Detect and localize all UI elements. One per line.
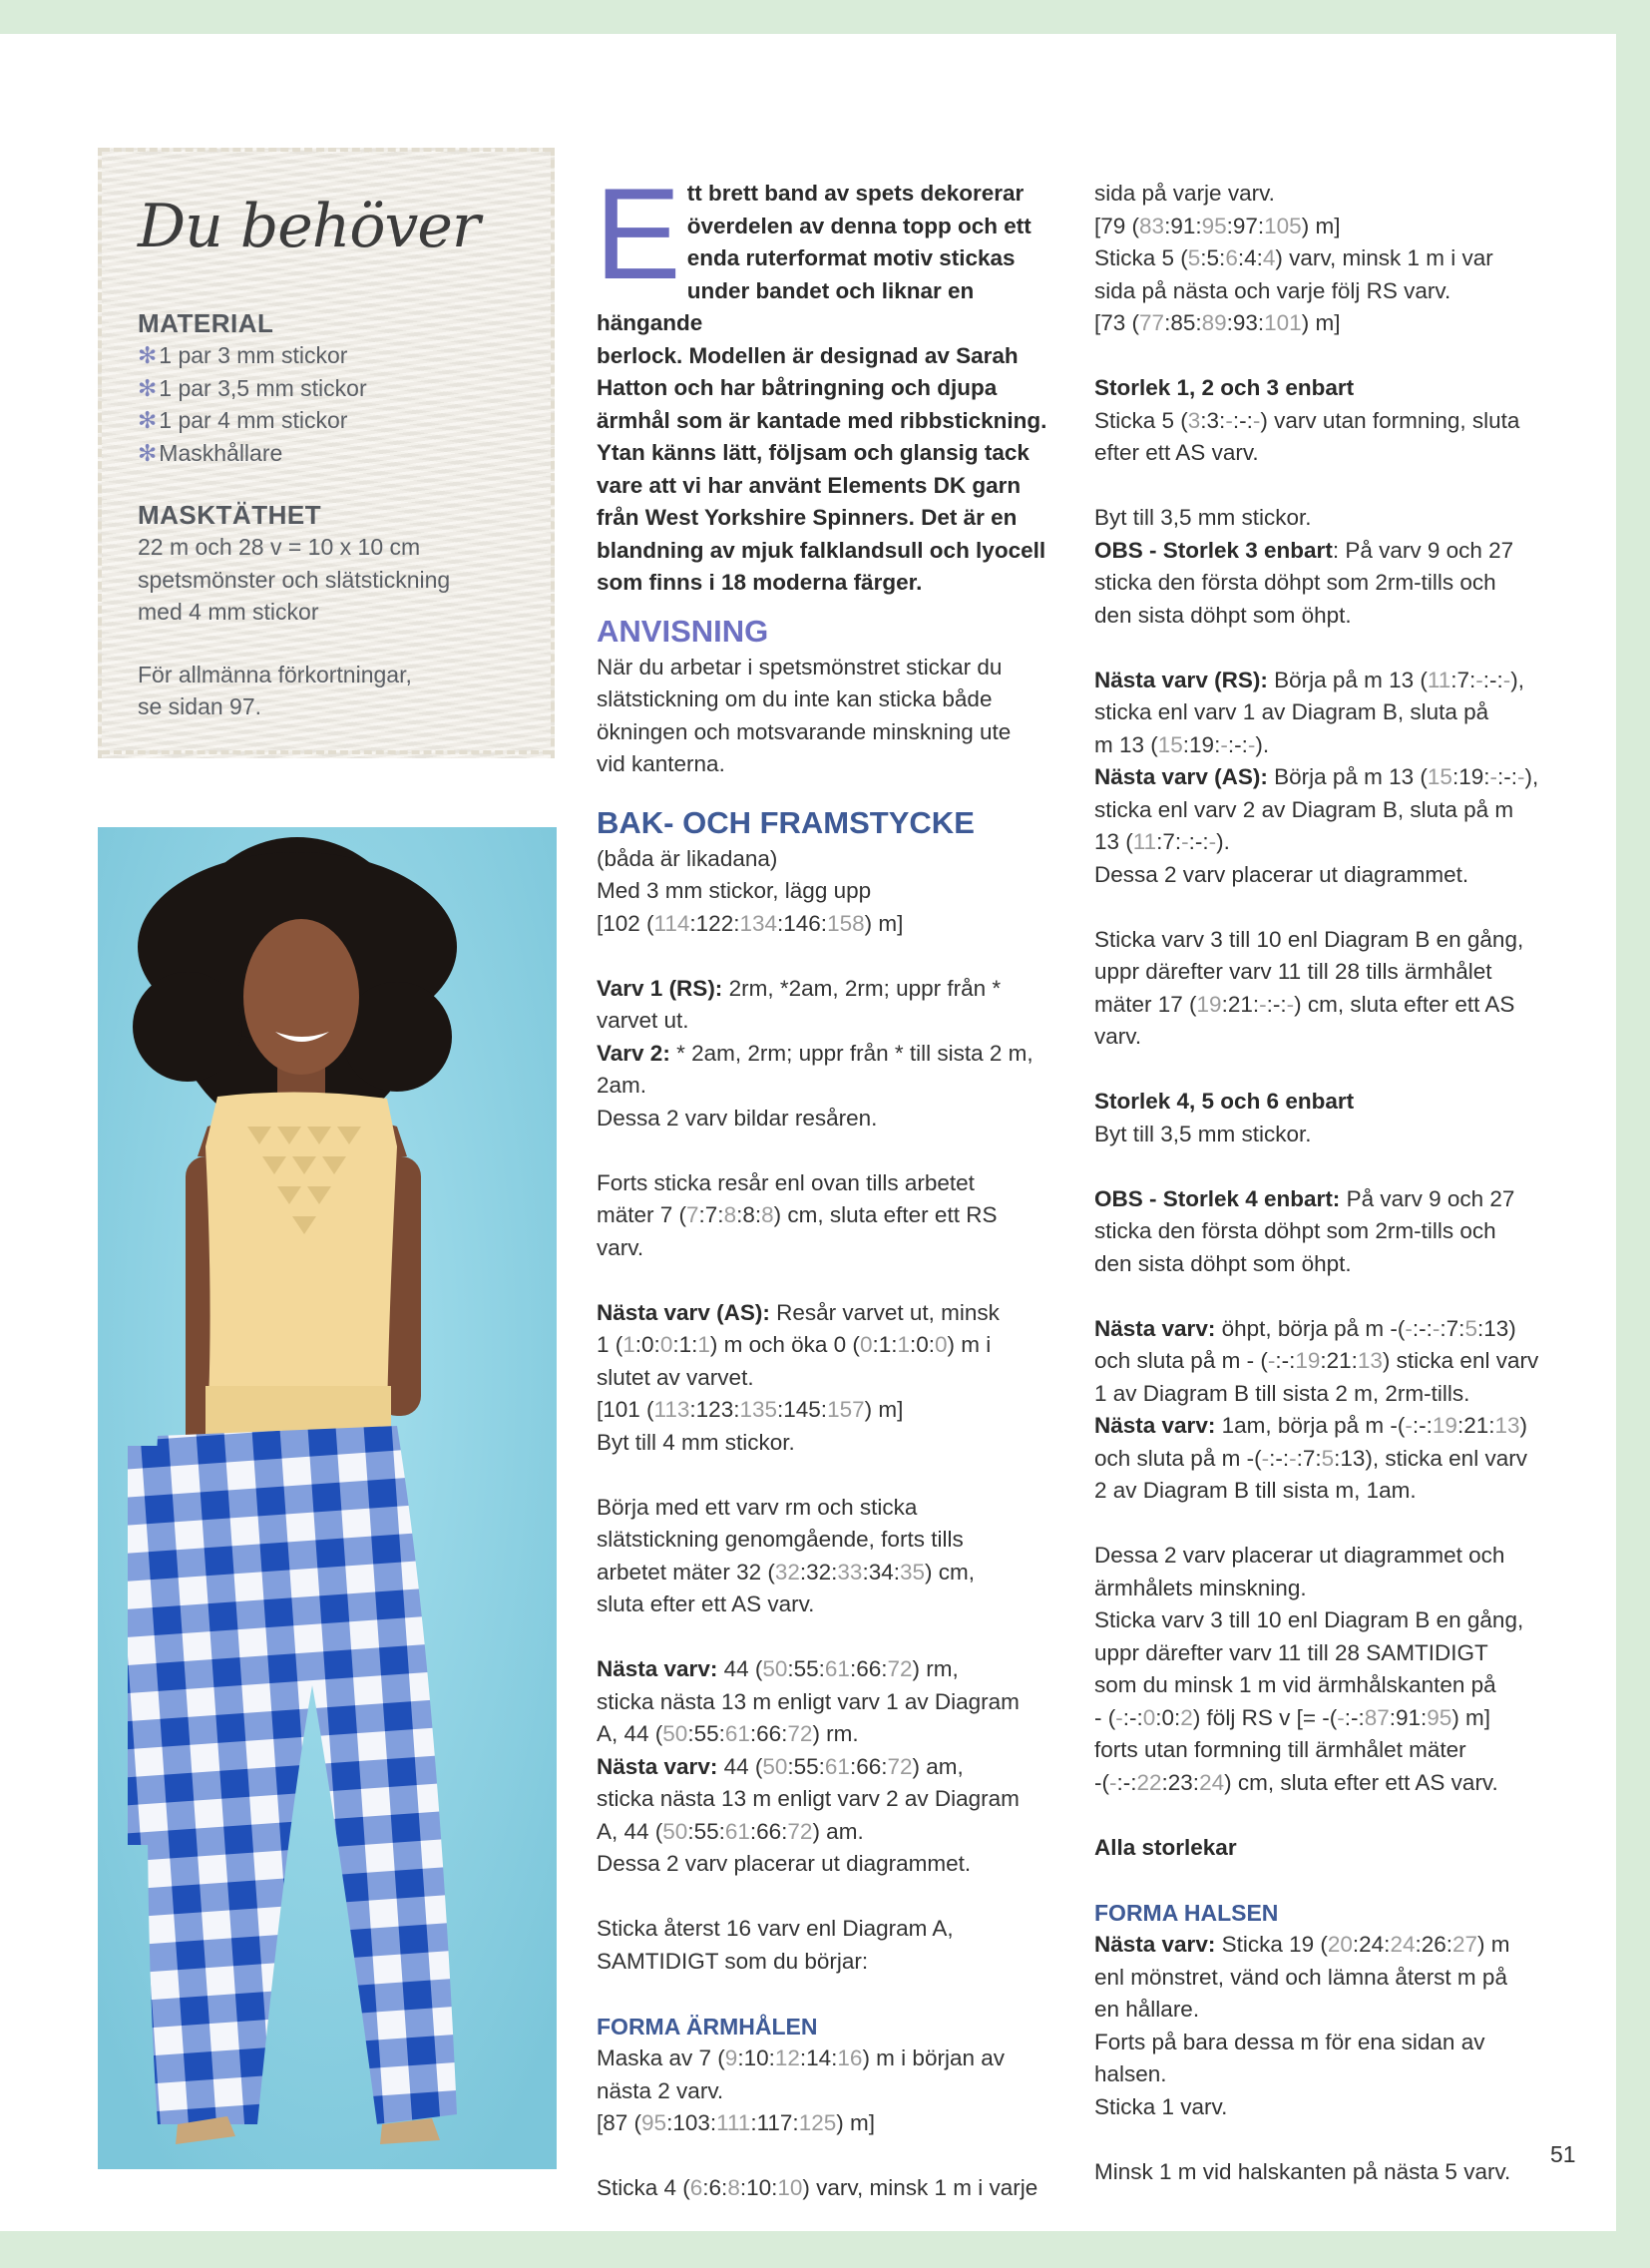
placerar-line: Dessa 2 varv placerar ut diagrammet. [597,1851,972,1876]
instructions-column-1 [595,161,1075,2205]
abbrev-line: För allmänna förkortningar, [138,661,412,687]
varv-word: varv. [1094,1024,1142,1049]
forts-line: Forts sticka resår enl ovan tills arbetet [597,1169,975,1195]
borja-line: slätstickning genomgående, forts tills [597,1527,964,1552]
count-101: [101 (113:123:135:145:157) m] [597,1397,904,1422]
obs4-text: den sista döhpt som öhpt. [1094,1250,1352,1276]
obs3-text: den sista döhpt som öhpt. [1094,602,1352,628]
anvisning-line: vid kanterna. [597,751,725,776]
abbrev-line: se sidan 97. [138,693,262,719]
placerar-arm: uppr därefter varv 11 till 28 SAMTIDIGT [1094,1639,1488,1665]
diagram-a-rm: A, 44 (50:55:61:66:72) rm. [597,1721,859,1746]
anvisning-line: slätstickning om du inte kan sticka både [597,686,993,711]
varv1-cont: varvet ut. [597,1008,689,1033]
gauge-line: spetsmönster och slätstickning [138,566,451,593]
nasta-varv-1am: Nästa varv: 1am, börja på m -(-:-:19:21:13) [1094,1413,1527,1438]
obs3-text: sticka den första döhpt som 2rm-tills och [1094,570,1496,595]
storlek-456-heading: Storlek 4, 5 och 6 enbart [1094,1089,1355,1114]
materials-title: Du behöver [138,192,480,261]
aterst-line: Sticka återst 16 varv enl Diagram A, [597,1916,954,1941]
sticka-3-10: Sticka varv 3 till 10 enl Diagram B en gång, [1094,926,1524,952]
model-photo [98,827,557,2169]
byt-35-b: Byt till 3,5 mm stickor. [1094,1121,1312,1146]
nasta-rs-line: Nästa varv (RS): Börja på m 13 (11:7:-:-:-), [1094,667,1525,692]
varv1-line: Varv 1 (RS): 2rm, *2am, 2rm; uppr från * [597,975,1002,1001]
halsen-line: Forts på bara dessa m för ena sidan av [1094,2029,1485,2054]
nasta-varv-ohpt: Nästa varv: öhpt, börja på m -(-:-:-:7:5:13) [1094,1315,1516,1341]
sticka-4-line: Sticka 4 (6:6:8:10:10) varv, minsk 1 m i varje [597,2175,1038,2200]
anvisning-line: ökningen och motsvarande minskning ute [597,718,1012,744]
diagram-b-v2: sticka enl varv 2 av Diagram B, sluta på m [1094,796,1514,822]
placerar-arm: Sticka varv 3 till 10 enl Diagram B en gång, [1094,1607,1524,1632]
nasta-varv-am: Nästa varv: 44 (50:55:61:66:72) am, [597,1753,964,1779]
snowflake-icon: ✻ [138,374,158,401]
material-item: ✻1 par 4 mm stickor [138,407,348,433]
gauge-line: med 4 mm stickor [138,599,319,625]
snowflake-icon: ✻ [138,439,158,466]
halsen-line: en hållare. [1094,1997,1200,2022]
material-item: ✻Maskhållare [138,439,283,466]
obs4-text: sticka den första döhpt som 2rm-tills och [1094,1218,1496,1243]
magazine-page [0,34,1616,2231]
minsk-hals: Minsk 1 m vid halskanten på nästa 5 varv. [1094,2158,1511,2184]
nasta-varv-rm: Nästa varv: 44 (50:55:61:66:72) rm, [597,1656,959,1681]
sticka-3-10: uppr därefter varv 11 till 28 tills ärmhålet [1094,959,1492,984]
halsen-heading: FORMA HALSEN [1094,1899,1279,1926]
instructions-column-2 [1094,178,1573,2188]
sluta-as: sluta efter ett AS varv. [597,1591,815,1616]
count-87: [87 (95:103:111:117:125) m] [597,2110,875,2135]
alla-storlekar: Alla storlekar [1094,1834,1237,1860]
nasta-as-counts: 1 (1:0:0:1:1) m och öka 0 (0:1:1:0:0) m i [597,1332,992,1357]
diagram-b-v1: sticka enl varv 1 av Diagram B, sluta på [1094,699,1489,724]
sluta-pa-m-2: och sluta på m -(-:-:-:7:5:13), sticka enl varv [1094,1445,1527,1471]
materials-content [138,307,537,723]
aterst-line: SAMTIDIGT som du börjar: [597,1948,869,1974]
borja-measure: arbetet mäter 32 (32:32:33:34:35) cm, [597,1559,975,1585]
placerar-line: Dessa 2 varv placerar ut diagrammet. [1094,861,1469,887]
drop-cap: E [595,161,681,306]
cast-on-count: [102 (114:122:134:146:158) m] [597,910,904,936]
nasta-as-end: slutet av varvet. [597,1364,754,1390]
halsen-line: Sticka 1 varv. [1094,2093,1228,2119]
borja-line: Börja med ett varv rm och sticka [597,1494,918,1520]
intro-paragraph: E tt brett band av spets dekorerar överdelen av denna topp och ett enda ruterformat motiv stickas under bandet och liknar en hängande berlock. Modellen är designad av Sarah Hatton och har båtringning och djupa ärmhål som är kantade med ribbstickning. Ytan känns lätt, följsam och glansig tack vare att vi har använt Elements DK garn från West Yorkshire Spinners. Det är en blandning av mjuk falklandsull och lyocell som finns i 18 moderna färger. [595,161,1047,595]
as-end: 13 (11:7:-:-:-). [1094,829,1230,854]
materials-box [98,148,555,758]
sida-rs-line: sida på nästa och varje följ RS varv. [1094,277,1451,303]
sluta-pa-m: och sluta på m - (-:-:19:21:13) sticka enl varv [1094,1348,1539,1373]
forts-varv: varv. [597,1234,644,1260]
sticka-13-v1: sticka nästa 13 m enligt varv 1 av Diagram [597,1688,1020,1714]
sida-line: sida på varje varv. [1094,181,1275,206]
snowflake-icon: ✻ [138,407,158,433]
section-heading-anvisning: ANVISNING [597,613,769,649]
halsen-line: halsen. [1094,2061,1167,2086]
diagram-b-rm: 1 av Diagram B till sista 2 m, 2rm-tills. [1094,1380,1470,1406]
foljrs-line: - (-:-:0:0:2) följ RS v [= -(-:-:87:91:95) m] [1094,1704,1491,1730]
rs-end: m 13 (15:19:-:-:-). [1094,731,1270,757]
count-79: [79 (83:91:95:97:105) m] [1094,213,1341,238]
efter-as: efter ett AS varv. [1094,440,1259,465]
halsen-sticka19: Nästa varv: Sticka 19 (20:24:24:26:27) m [1094,1932,1510,1957]
anvisning-line: När du arbetar i spetsmönstret stickar du [597,654,1003,680]
placerar-arm: Dessa 2 varv placerar ut diagrammet och [1094,1543,1505,1568]
maska-rest: nästa 2 varv. [597,2077,724,2103]
placerar-arm: som du minsk 1 m vid ärmhålskanten på [1094,1672,1496,1697]
forts-measure: mäter 7 (7:7:8:8:8) cm, sluta efter ett RS [597,1202,998,1227]
nasta-as-line: Nästa varv (AS): Resår varvet ut, minsk [597,1299,1000,1325]
diagram-b-am: 2 av Diagram B till sista m, 1am. [1094,1478,1417,1503]
varv2-cont: 2am. [597,1073,647,1098]
byt-4mm: Byt till 4 mm stickor. [597,1429,795,1455]
snowflake-icon: ✻ [138,342,158,368]
storlek-123-heading: Storlek 1, 2 och 3 enbart [1094,375,1355,400]
mater-17: mäter 17 (19:21:-:-:-) cm, sluta efter ett AS [1094,991,1515,1017]
cast-on-line: Med 3 mm stickor, lägg upp [597,878,872,903]
placerar-arm: ärmhålets minskning. [1094,1575,1307,1600]
maska-line: Maska av 7 (9:10:12:14:16) m i början av [597,2045,1005,2070]
nasta-as-line: Nästa varv (AS): Börja på m 13 (15:19:-:-:-), [1094,764,1539,789]
material-item: ✻1 par 3,5 mm stickor [138,374,367,401]
count-73: [73 (77:85:89:93:101) m] [1094,310,1341,335]
bak-sub: (båda är likadana) [597,845,778,871]
forts-utan: forts utan formning till ärmhålet mäter [1094,1737,1466,1762]
material-heading: MATERIAL [138,308,274,338]
model-illustration [98,827,557,2169]
page-number: 51 [1550,2141,1576,2167]
sticka-5-line: Sticka 5 (5:5:6:4:4) varv, minsk 1 m i var [1094,245,1493,270]
mater-22: -(-:-:22:23:24) cm, sluta efter ett AS varv. [1094,1769,1498,1795]
obs4-line: OBS - Storlek 4 enbart: På varv 9 och 27 [1094,1185,1515,1211]
armhal-heading: FORMA ÄRMHÅLEN [597,2013,818,2040]
material-item: ✻1 par 3 mm stickor [138,342,348,368]
varv2-line: Varv 2: * 2am, 2rm; uppr från * till sista 2 m, [597,1040,1033,1066]
byt-35: Byt till 3,5 mm stickor. [1094,505,1312,530]
diagram-a-am: A, 44 (50:55:61:66:72) am. [597,1818,864,1844]
halsen-line: enl mönstret, vänd och lämna återst m på [1094,1964,1507,1990]
sticka-5-utan: Sticka 5 (3:3:-:-:-) varv utan formning, sluta [1094,407,1520,433]
gauge-line: 22 m och 28 v = 10 x 10 cm [138,534,421,560]
obs3-line: OBS - Storlek 3 enbart: På varv 9 och 27 [1094,537,1514,563]
section-heading-bak: BAK- OCH FRAMSTYCKE [597,804,975,840]
gauge-heading: MASKTÄTHET [138,500,322,530]
rib-note: Dessa 2 varv bildar resåren. [597,1105,878,1131]
sticka-13-v2: sticka nästa 13 m enligt varv 2 av Diagram [597,1786,1020,1811]
